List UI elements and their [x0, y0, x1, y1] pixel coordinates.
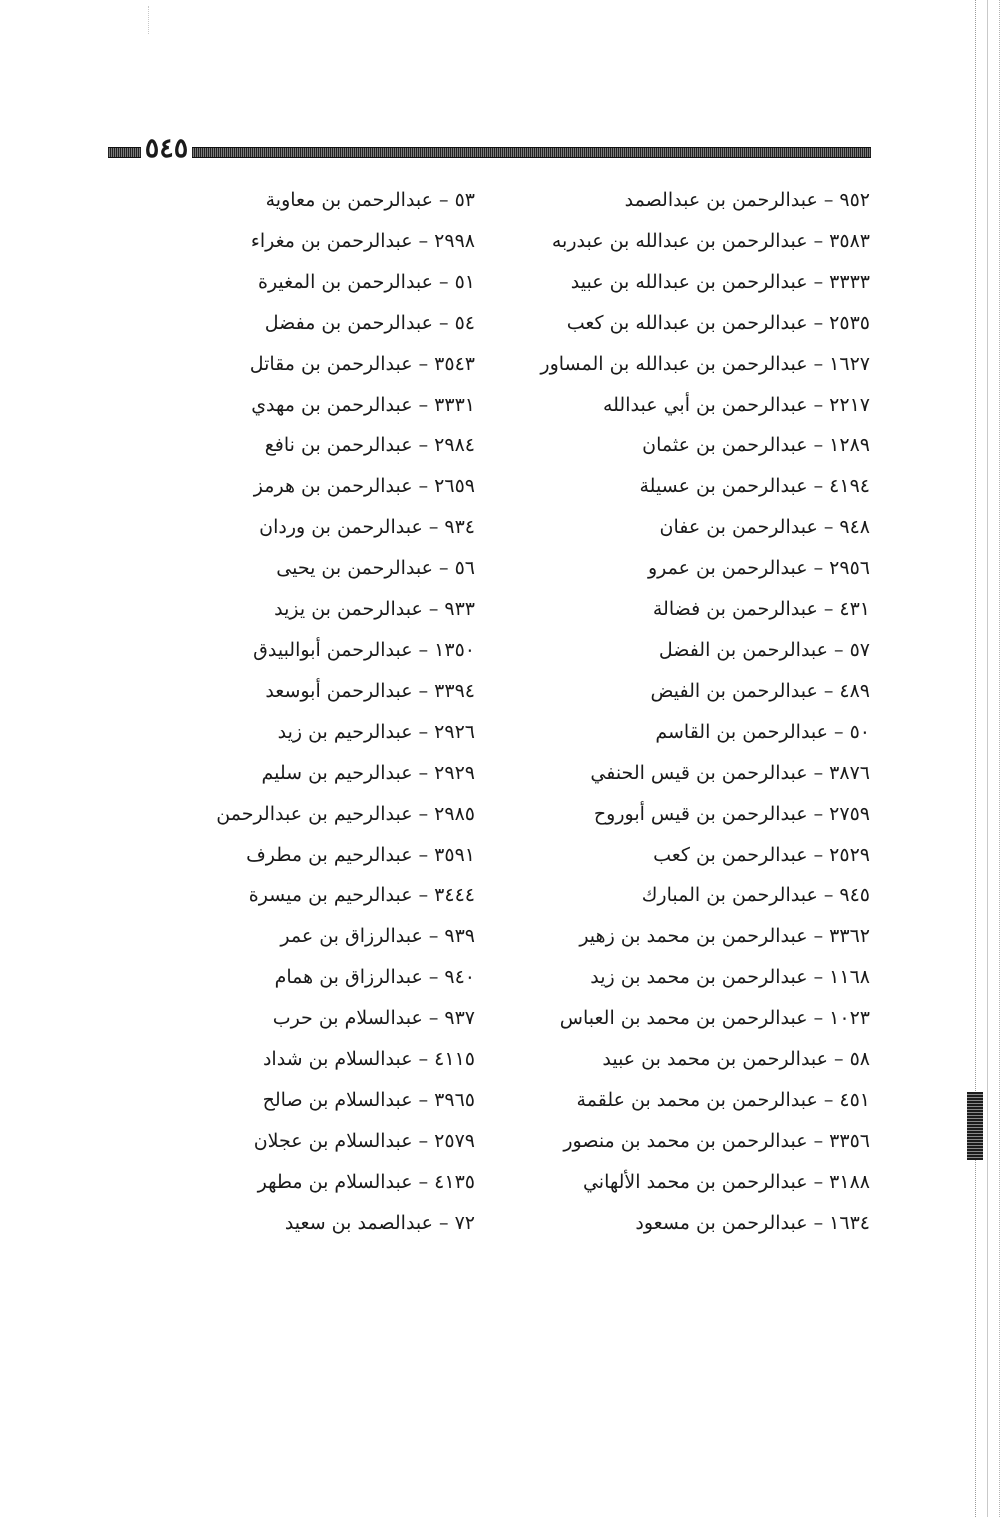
index-entry: ٣١٨٨ – عبدالرحمن بن محمد الألهاني — [582, 1170, 870, 1193]
page-number: ٥٤٥ — [144, 133, 189, 164]
index-entry: ٥٧ – عبدالرحمن بن الفضل — [658, 638, 870, 661]
index-entry: ٩٤٨ – عبدالرحمن بن عفان — [659, 516, 870, 539]
index-entry: ٩٣٧ – عبدالسلام بن حرب — [272, 1007, 475, 1030]
index-entry: ٢٩٥٦ – عبدالرحمن بن عمرو — [647, 557, 870, 580]
index-entry: ٩٤٥ – عبدالرحمن بن المبارك — [641, 884, 870, 907]
index-entry: ٣٥٩١ – عبدالرحيم بن مطرف — [246, 843, 475, 866]
index-entry: ٩٣٣ – عبدالرحمن بن يزيد — [274, 598, 475, 621]
index-entry: ٩٥٢ – عبدالرحمن بن عبدالصمد — [624, 189, 870, 211]
index-entry: ٤٨٩ – عبدالرحمن بن الفيض — [650, 679, 870, 702]
scan-edge-line — [999, 0, 1000, 1517]
index-entry: ٥٠ – عبدالرحمن بن القاسم — [655, 720, 870, 743]
index-entry: ٩٣٤ – عبدالرحمن بن وردان — [259, 516, 475, 539]
index-entry: ٢٥٣٥ – عبدالرحمن بن عبدالله بن كعب — [566, 311, 870, 334]
index-entry: ٥٨ – عبدالرحمن بن محمد بن عبيد — [602, 1048, 870, 1071]
scan-edge-line — [975, 0, 976, 1517]
index-entry: ٣٥٨٣ – عبدالرحمن بن عبدالله بن عبدربه — [551, 229, 870, 252]
index-entry: ١١٦٨ – عبدالرحمن بن محمد بن زيد — [590, 966, 870, 989]
index-entry: ٤١٩٤ – عبدالرحمن بن عسيلة — [639, 475, 870, 498]
index-entry: ١٦٢٧ – عبدالرحمن بن عبدالله بن المساور — [540, 352, 870, 375]
index-entry: ١٣٥٠ – عبدالرحمن أبوالبيدق — [253, 638, 475, 661]
scan-edge-line — [987, 0, 988, 1517]
index-entry: ٢٩٨٤ – عبدالرحمن بن نافع — [264, 434, 475, 457]
index-entry: ٣٣٣١ – عبدالرحمن بن مهدي — [251, 393, 475, 416]
page-header — [108, 133, 871, 164]
index-entry: ٣٣٩٤ – عبدالرحمن أبوسعد — [265, 679, 475, 702]
index-entry: ٣٣٥٦ – عبدالرحمن بن محمد بن منصور — [563, 1129, 870, 1152]
index-entry: ٣٥٤٣ – عبدالرحمن بن مقاتل — [249, 352, 475, 375]
index-entry: ٣٣٦٢ – عبدالرحمن بن محمد بن زهير — [579, 925, 870, 948]
index-entry: ٥٣ – عبدالرحمن بن معاوية — [265, 189, 475, 211]
header-rule-right — [192, 147, 871, 158]
index-entry: ٤١٣٥ – عبدالسلام بن مطهر — [257, 1170, 475, 1193]
index-entry: ٤٥١ – عبدالرحمن بن محمد بن علقمة — [576, 1088, 870, 1111]
index-entry: ٢٥٧٩ – عبدالسلام بن عجلان — [253, 1129, 475, 1152]
index-column-left — [75, 185, 475, 1249]
index-entry: ٢٩٩٨ – عبدالرحمن بن مغراء — [250, 229, 475, 252]
index-entry: ٢٥٢٩ – عبدالرحمن بن كعب — [653, 843, 870, 866]
index-entry: ١٢٨٩ – عبدالرحمن بن عثمان — [642, 434, 870, 457]
index-entry: ٣٣٣٣ – عبدالرحمن بن عبدالله بن عبيد — [570, 270, 870, 293]
index-column-right — [470, 185, 870, 1249]
index-entry: ٣٩٦٥ – عبدالسلام بن صالح — [262, 1088, 475, 1111]
index-entry: ٢٩٢٦ – عبدالرحيم بن زيد — [277, 720, 475, 743]
index-entry: ٢٩٢٩ – عبدالرحيم بن سليم — [261, 761, 475, 784]
index-entry: ٢٦٥٩ – عبدالرحمن بن هرمز — [253, 475, 475, 498]
index-entry: ٣٨٧٦ – عبدالرحمن بن قيس الحنفي — [590, 761, 870, 784]
index-entry: ١٦٣٤ – عبدالرحمن بن مسعود — [635, 1211, 870, 1234]
index-entry: ٥١ – عبدالرحمن بن المغيرة — [257, 270, 475, 293]
thumb-index-tab — [967, 1092, 983, 1160]
index-entry: ٩٣٩ – عبدالرزاق بن عمر — [280, 925, 475, 948]
index-entry: ٣٤٤٤ – عبدالرحيم بن ميسرة — [248, 884, 475, 907]
header-rule-left — [108, 147, 141, 158]
index-entry: ٤٣١ – عبدالرحمن بن فضالة — [652, 598, 870, 621]
index-entry: ٢٧٥٩ – عبدالرحمن بن قيس أبوروح — [593, 802, 870, 825]
index-entry: ١٠٢٣ – عبدالرحمن بن محمد بن العباس — [559, 1007, 870, 1030]
index-entry: ٢٢١٧ – عبدالرحمن بن أبي عبدالله — [602, 393, 870, 416]
scan-speck — [148, 6, 151, 34]
index-entry: ٢٩٨٥ – عبدالرحيم بن عبدالرحمن — [216, 802, 475, 825]
index-entry: ٩٤٠ – عبدالرزاق بن همام — [274, 966, 475, 989]
index-entry: ٧٢ – عبدالصمد بن سعيد — [284, 1211, 475, 1234]
index-entry: ٥٦ – عبدالرحمن بن يحيى — [276, 557, 475, 580]
index-entry: ٥٤ – عبدالرحمن بن مفضل — [264, 311, 475, 334]
index-entry: ٤١١٥ – عبدالسلام بن شداد — [262, 1048, 475, 1071]
